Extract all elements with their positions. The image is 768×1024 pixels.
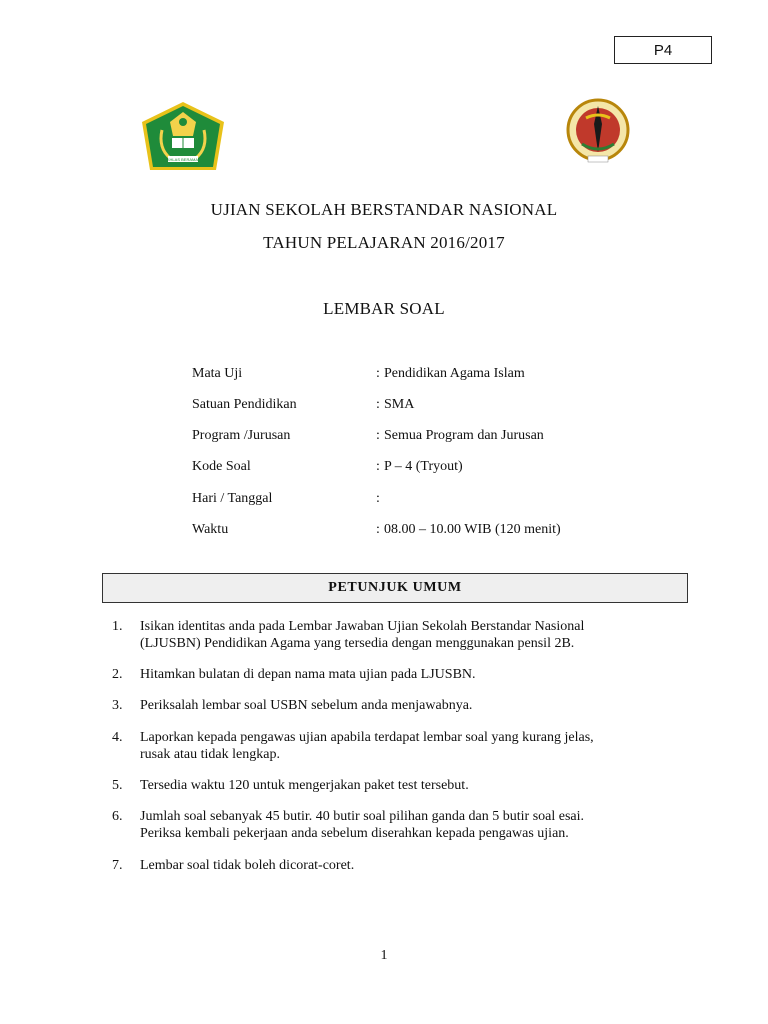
info-colon: : [376,428,380,443]
info-colon: : [376,366,380,381]
info-colon: : [376,491,380,506]
item-number: 6. [112,809,123,824]
info-colon: : [376,522,380,537]
item-number: 2. [112,667,123,682]
info-value: P – 4 (Tryout) [384,459,463,474]
svg-text:IKHLAS BERAMAL: IKHLAS BERAMAL [165,157,201,162]
item-text-cont: rusak atau tidak lengkap. [140,747,280,762]
instructions-header-label: PETUNJUK UMUM [328,580,462,595]
info-label: Program /Jurusan [192,428,291,443]
kementerian-agama-emblem-icon [140,100,226,174]
info-label: Hari / Tanggal [192,491,273,506]
document-type: LEMBAR SOAL [323,299,445,318]
item-text: Laporkan kepada pengawas ujian apabila terdapat lembar soal yang kurang jelas, [140,730,594,745]
item-number: 7. [112,858,123,873]
item-number: 3. [112,698,123,713]
info-colon: : [376,397,380,412]
info-label: Kode Soal [192,459,251,474]
item-text-cont: (LJUSBN) Pendidikan Agama yang tersedia dengan menggunakan pensil 2B. [140,636,575,651]
item-number: 1. [112,619,123,634]
item-text: Lembar soal tidak boleh dicorat-coret. [140,858,355,873]
info-value: Pendidikan Agama Islam [384,366,525,381]
yogyakarta-emblem-icon [562,94,634,166]
info-label: Mata Uji [192,366,243,381]
item-text: Periksalah lembar soal USBN sebelum anda menjawabnya. [140,698,473,713]
info-label: Waktu [192,522,229,537]
item-text: Isikan identitas anda pada Lembar Jawaban Ujian Sekolah Berstandar Nasional [140,619,585,634]
item-number: 4. [112,730,123,745]
info-value: 08.00 – 10.00 WIB (120 menit) [384,522,561,537]
exam-title: UJIAN SEKOLAH BERSTANDAR NASIONAL [210,200,558,219]
exam-code-label: P4 [653,41,673,59]
item-number: 5. [112,778,123,793]
academic-year: TAHUN PELAJARAN 2016/2017 [263,233,505,252]
item-text: Tersedia waktu 120 untuk mengerjakan paket test tersebut. [140,778,469,793]
info-value: SMA [384,397,415,412]
info-value: Semua Program dan Jurusan [384,428,544,443]
item-text-cont: Periksa kembali pekerjaan anda sebelum diserahkan kepada pengawas ujian. [140,826,569,841]
item-text: Jumlah soal sebanyak 45 butir. 40 butir soal pilihan ganda dan 5 butir soal esai. [140,809,585,824]
exam-code-box [614,36,712,64]
info-colon: : [376,459,380,474]
page-number: 1 [380,948,388,963]
info-label: Satuan Pendidikan [192,397,297,412]
item-text: Hitamkan bulatan di depan nama mata ujian pada LJUSBN. [140,667,476,682]
instructions-header [102,573,688,603]
